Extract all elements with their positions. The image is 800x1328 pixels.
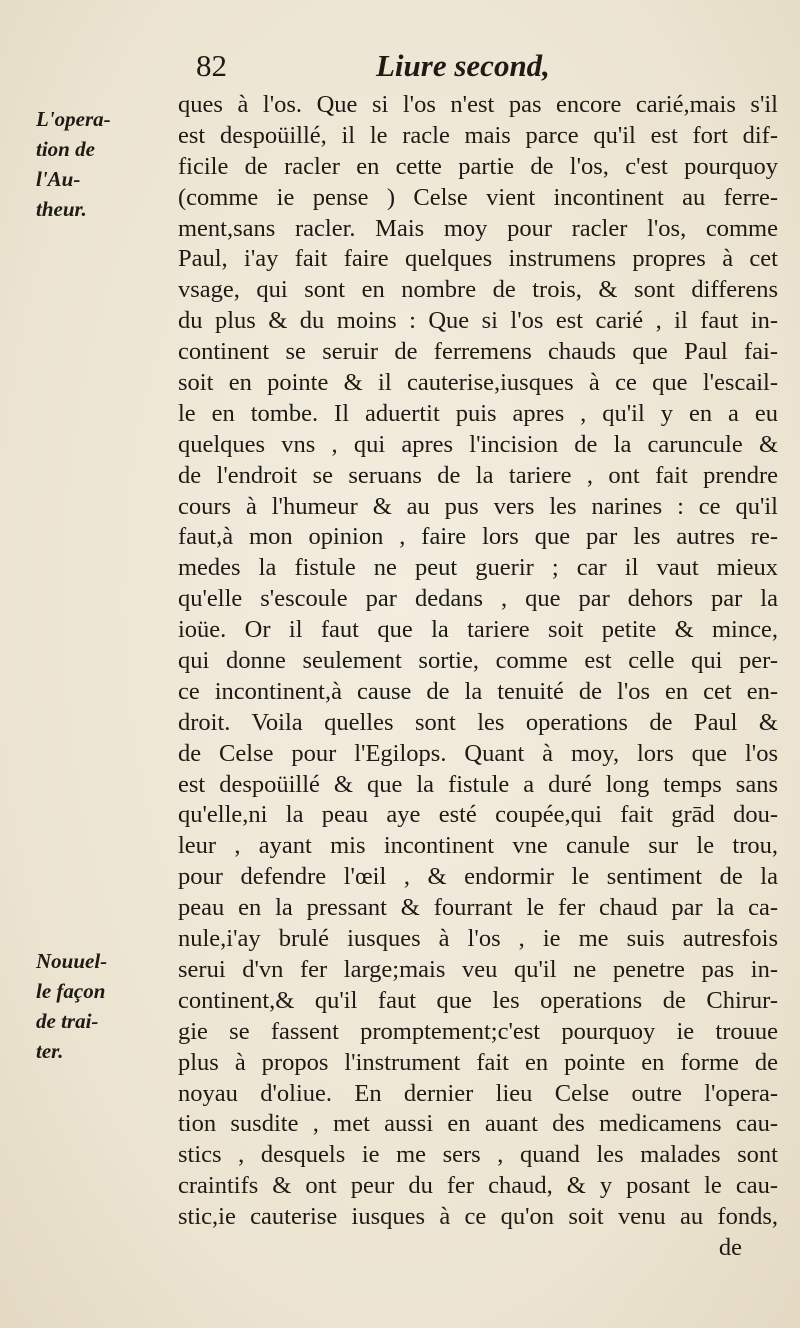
marginal-note-line: Nouuel- (36, 949, 108, 973)
marginal-note-line: ter. (36, 1039, 64, 1063)
text-line: serui d'vn fer large;mais veu qu'il ne penetre pas in- (178, 955, 778, 983)
text-line: de l'endroit se seruans de la tariere , ont fait prendre (178, 461, 778, 489)
text-line: tion susdite , met aussi en auant des medicamens cau- (178, 1110, 778, 1138)
text-line: soit en pointe & il cauterise,iusques à ce que l'escail- (178, 369, 778, 397)
text-line: stic,ie cauterise iusques à ce qu'on soit venu au fonds, (178, 1203, 778, 1231)
text-line: cours à l'humeur & au pus vers les narines : ce qu'il (178, 492, 778, 520)
page-number: 82 (196, 48, 227, 83)
text-line: qui donne seulement sortie, comme est celle qui per- (178, 647, 778, 675)
text-line: ficile de racler en cette partie de l'os, c'est pourquoy (178, 152, 778, 180)
marginal-note-operation (36, 104, 156, 224)
text-line: continent se seruir de ferremens chauds que Paul fai- (178, 338, 778, 366)
marginal-note-line: tion de (36, 137, 95, 161)
text-line: (comme ie pense ) Celse vient incontinent au ferre- (178, 183, 778, 211)
running-title: Liure second, (376, 48, 550, 83)
marginal-note-new-method (36, 946, 156, 1066)
text-line: qu'elle,ni la peau aye esté coupée,qui fait grād dou- (178, 801, 778, 829)
text-line: vsage, qui sont en nombre de trois, & sont differens (178, 276, 778, 304)
text-line: plus à propos l'instrument fait en pointe en forme de (178, 1048, 778, 1076)
text-line: leur , ayant mis incontinent vne canule sur le trou, (178, 832, 778, 860)
text-line: le en tombe. Il aduertit puis apres , qu'il y en a eu (178, 399, 778, 427)
text-line: craintifs & ont peur du fer chaud, & y posant le cau- (178, 1172, 778, 1200)
text-line: ioüe. Or il faut que la tariere soit petite & mince, (178, 616, 778, 644)
text-line: gie se fassent promptement;c'est pourquoy ie trouue (178, 1017, 778, 1045)
marginal-note-line: L'opera- (36, 107, 111, 131)
text-line: peau en la pressant & fourrant le fer chaud par la ca- (178, 894, 778, 922)
marginal-note-line: de trai- (36, 1009, 99, 1033)
marginal-note-line: le façon (36, 979, 106, 1003)
text-line: de Celse pour l'Egilops. Quant à moy, lors que l'os (178, 739, 778, 767)
text-line: ment,sans racler. Mais moy pour racler l'os, comme (178, 214, 778, 242)
page-header (196, 48, 576, 92)
text-line: medes la fistule ne peut guerir ; car il vaut mieux (178, 554, 778, 582)
text-line: ce incontinent,à cause de la tenuité de l'os en cet en- (178, 677, 778, 705)
text-line: continent,& qu'il faut que les operations de Chirur- (178, 986, 778, 1014)
marginal-note-line: l'Au- (36, 167, 81, 191)
text-line: est despoüillé & que la fistule a duré long temps sans (178, 770, 778, 798)
catchword: de (718, 1233, 742, 1261)
text-line: quelques vns , qui apres l'incision de la caruncule & (178, 430, 778, 458)
text-line: du plus & du moins : Que si l'os est carié , il faut in- (178, 307, 778, 335)
text-line: nule,i'ay brulé iusques à l'os , ie me suis autresfois (178, 925, 778, 953)
text-line: stics , desquels ie me sers , quand les malades sont (178, 1141, 778, 1169)
text-line: Paul, i'ay fait faire quelques instrumens propres à cet (178, 245, 778, 273)
text-line: qu'elle s'escoule par dedans , que par dehors par la (178, 585, 778, 613)
text-line: ques à l'os. Que si l'os n'est pas encore carié,mais s'il (178, 91, 778, 118)
text-line: est despoüillé, il le racle mais parce qu'il est fort dif- (178, 121, 778, 149)
body-text (178, 90, 778, 1264)
text-line: faut,à mon opinion , faire lors que par les autres re- (178, 523, 778, 551)
text-line: droit. Voila quelles sont les operations de Paul & (178, 708, 778, 736)
text-line: pour defendre l'œil , & endormir le sentiment de la (178, 863, 778, 891)
marginal-note-line: theur. (36, 197, 87, 221)
text-line: noyau d'oliue. En dernier lieu Celse outre l'opera- (178, 1079, 778, 1107)
